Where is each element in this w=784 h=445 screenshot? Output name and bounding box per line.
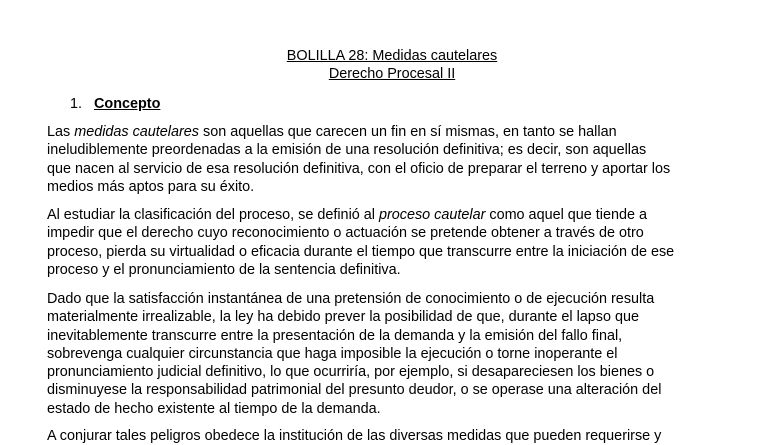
section-number: 1. (70, 96, 83, 112)
section-heading (70, 95, 160, 113)
text-line: Al estudiar la clasificación del proceso, se definió al proceso cautelar como aquel que tiende a (47, 207, 647, 223)
paragraph-4 (47, 427, 747, 445)
text-line: impedir que el derecho cuyo reconocimiento o actuación se pretende obtener a través de otro (47, 225, 644, 242)
document-subtitle: Derecho Procesal II (328, 66, 456, 82)
text-line: estado de hecho existente al tiempo de la demanda. (47, 400, 381, 417)
text-line: disminuyese la responsabilidad patrimonial del presunto deudor, o se operase una alteración del (47, 382, 662, 399)
section-label: Concepto (94, 96, 161, 112)
text-line: ineludiblemente preordenadas a la emisión de una resolución definitiva; es decir, son aquellas (47, 142, 647, 159)
text-line: sobrevenga cualquier circunstancia que haga imposible la ejecución o torne inoperante el (47, 345, 618, 362)
text-line: medios más aptos para su éxito. (47, 178, 255, 195)
document-title: BOLILLA 28: Medidas cautelares (286, 48, 498, 64)
text-line: pronunciamiento judicial definitivo, lo que ocurriría, por ejemplo, si desapareciesen los bienes o (47, 364, 655, 381)
paragraph-1 (47, 123, 747, 196)
text-line: que nacen al servicio de esa resolución definitiva, con el oficio de preparar el terreno y aportar los (47, 160, 671, 177)
text-line: Dado que la satisfacción instantánea de una pretensión de conocimiento o de ejecución resulta (47, 291, 655, 307)
paragraph-3 (47, 290, 747, 418)
text-line: A conjurar tales peligros obedece la institución de las diversas medidas que pueden requerirse y (47, 428, 662, 444)
text-line: proceso, pierda su virtualidad o eficacia durante el tiempo que transcurre entre la iniciación de ese (47, 243, 675, 260)
text-line: materialmente irrealizable, la ley ha debido prever la posibilidad de que, durante el lapso que (47, 309, 639, 326)
text-line: Las medidas cautelares son aquellas que carecen un fin en sí mismas, en tanto se hallan (47, 124, 617, 140)
emphasis: proceso cautelar (378, 207, 486, 223)
emphasis: medidas cautelares (74, 124, 199, 140)
paragraph-2 (47, 206, 747, 279)
text-line: inevitablemente transcurre entre la presentación de la demanda y la emisión del fallo final, (47, 327, 623, 344)
title-block (0, 47, 784, 83)
text-line: proceso y el pronunciamiento de la sentencia definitiva. (47, 261, 401, 278)
